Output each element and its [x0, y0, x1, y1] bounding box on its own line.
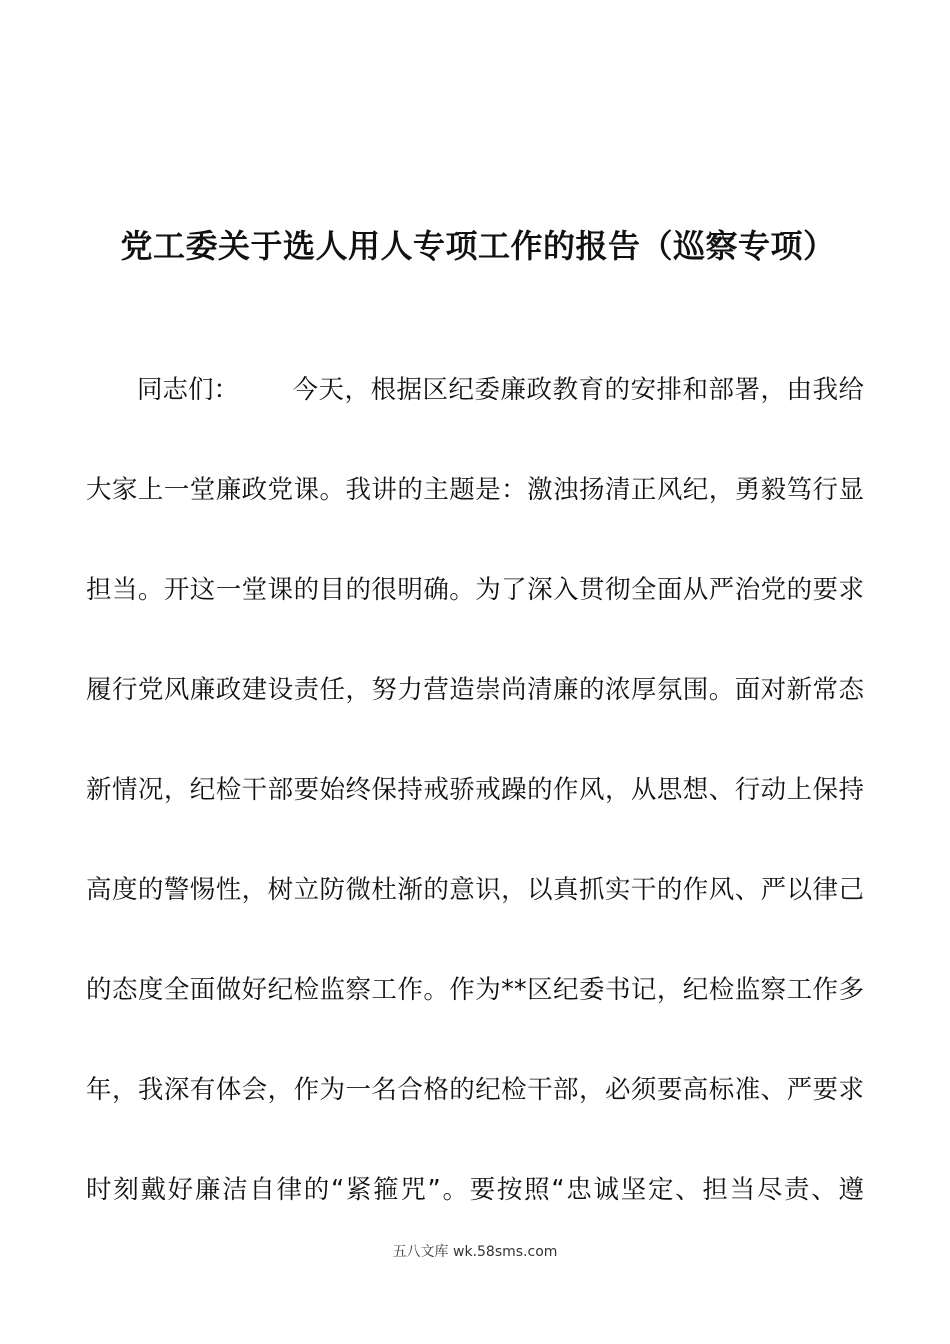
line-text: 今天，根据区纪委廉政教育的安排和部署，由我给 — [292, 375, 864, 405]
paragraph-line-4: 履行党风廉政建设责任，努力营造崇尚清廉的浓厚氛围。面对新常态 — [86, 675, 864, 705]
paragraph-line-1 — [86, 362, 864, 462]
paragraph-line-8: 年，我深有体会，作为一名合格的纪检干部，必须要高标准、严要求 — [86, 1075, 864, 1105]
document-body — [86, 362, 864, 1262]
paragraph-line-6: 高度的警惕性，树立防微杜渐的意识，以真抓实干的作风、严以律己 — [86, 875, 864, 905]
paragraph-line-7: 的态度全面做好纪检监察工作。作为**区纪委书记，纪检监察工作多 — [86, 975, 864, 1005]
paragraph-line-2: 大家上一堂廉政党课。我讲的主题是：激浊扬清正风纪，勇毅笃行显 — [86, 475, 864, 505]
paragraph-line-5: 新情况，纪检干部要始终保持戒骄戒躁的作风，从思想、行动上保持 — [86, 775, 864, 805]
paragraph-line-9: 时刻戴好廉洁自律的“紧箍咒”。要按照“忠诚坚定、担当尽责、遵 — [86, 1175, 864, 1205]
salutation: 同志们： — [137, 375, 240, 405]
document-title: 党工委关于选人用人专项工作的报告（巡察专项） — [120, 227, 836, 265]
footer-watermark: 五八文库 wk.58sms.com — [392, 1244, 558, 1260]
paragraph-line-3: 担当。开这一堂课的目的很明确。为了深入贯彻全面从严治党的要求 — [86, 575, 864, 605]
